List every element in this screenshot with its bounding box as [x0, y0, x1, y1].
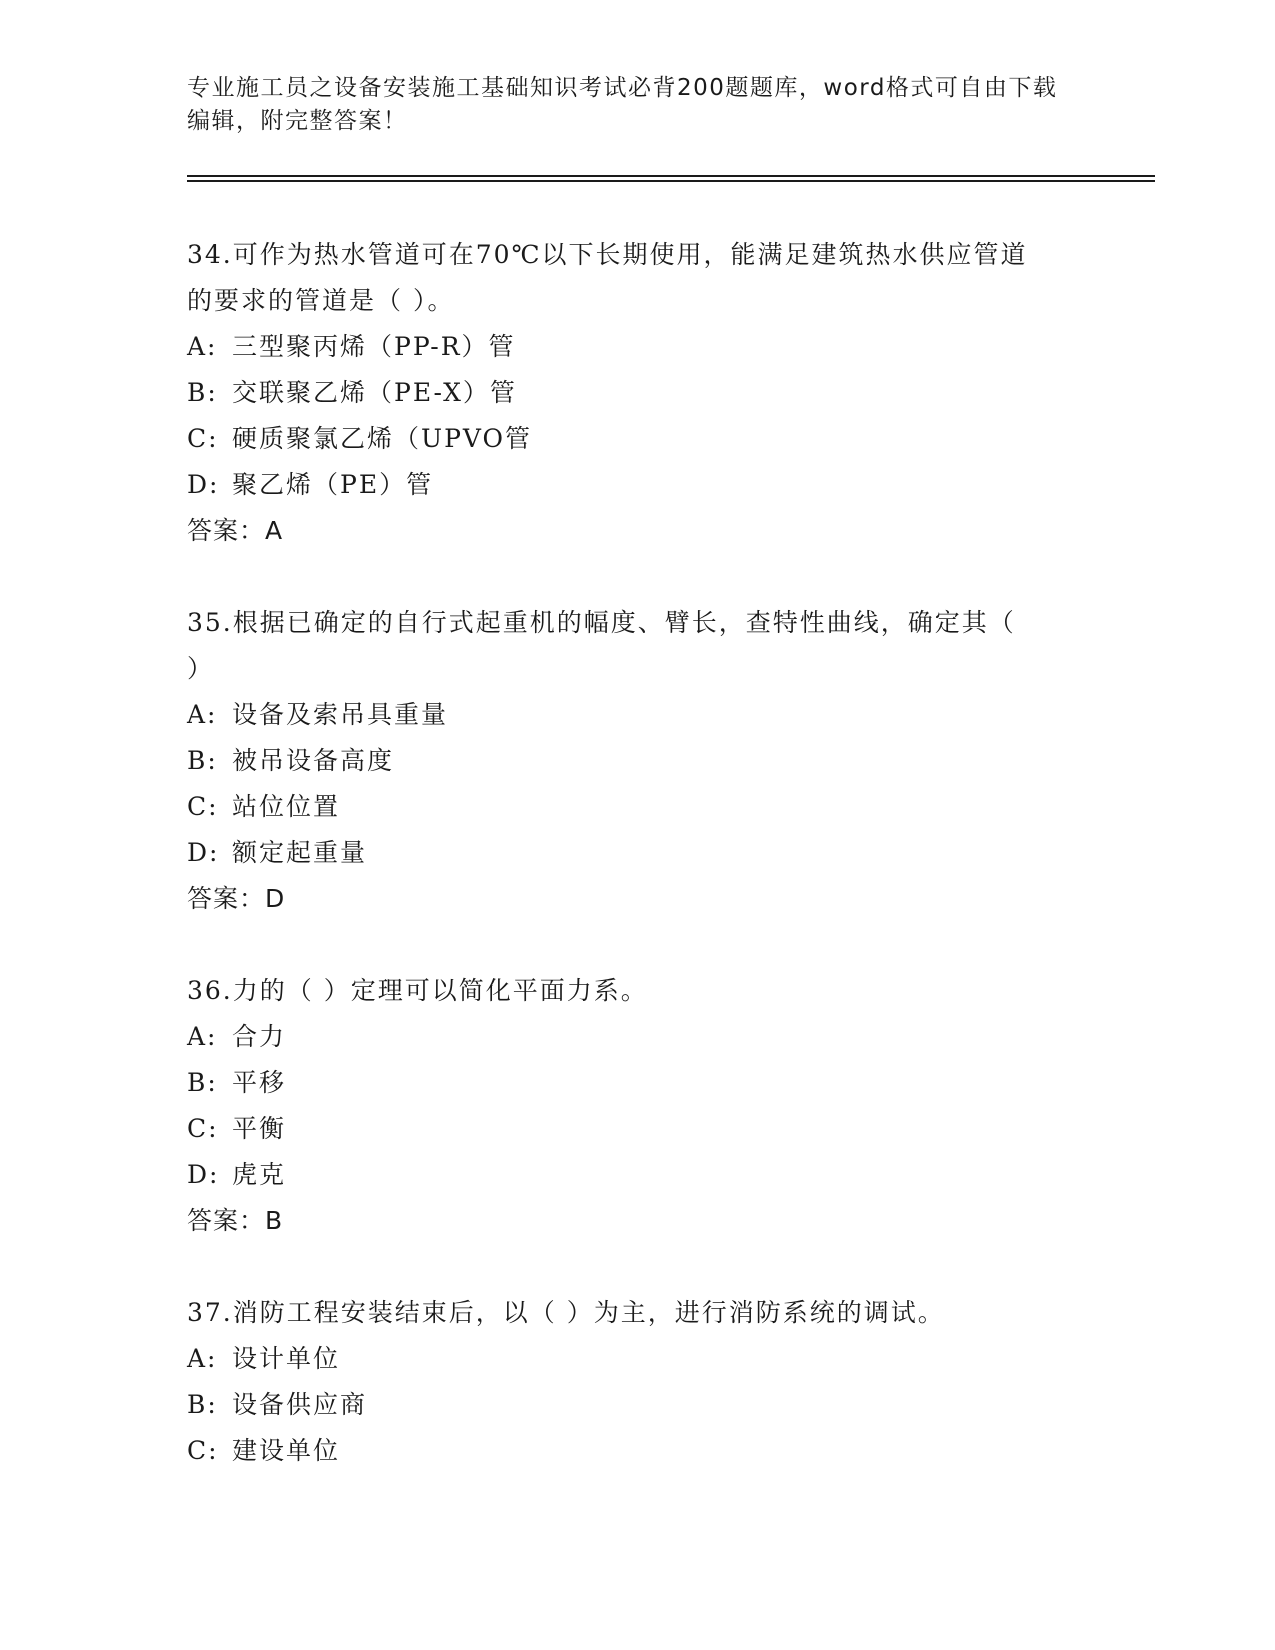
option-b: B: 平移: [187, 1068, 287, 1097]
header-line-2: 编辑，附完整答案！: [187, 108, 408, 134]
question-37: [187, 1290, 1087, 1474]
option-b: B: 被吊设备高度: [187, 746, 395, 775]
question-stem-line: 的要求的管道是（ ）。: [187, 286, 455, 315]
option-c: C: 硬质聚氯乙烯（UPVO管: [187, 424, 533, 453]
header-divider-top: [187, 175, 1155, 177]
option-a: A: 设计单位: [187, 1344, 341, 1373]
header-line-1: 专业施工员之设备安装施工基础知识考试必背200题题库，word格式可自由下载: [187, 75, 1058, 101]
option-d: D: 额定起重量: [187, 838, 368, 867]
option-d: D: 聚乙烯（PE）管: [187, 470, 434, 499]
option-d: D: 虎克: [187, 1160, 287, 1189]
question-stem-line: 34.可作为热水管道可在70℃以下长期使用，能满足建筑热水供应管道: [187, 240, 1028, 269]
option-c: C: 建设单位: [187, 1436, 341, 1465]
option-a: A: 合力: [187, 1022, 287, 1051]
option-b: B: 交联聚乙烯（PE-X）管: [187, 378, 517, 407]
answer: 答案：B: [187, 1206, 284, 1235]
option-c: C: 站位位置: [187, 792, 341, 821]
question-stem-line: 35.根据已确定的自行式起重机的幅度、臂长，查特性曲线，确定其（: [187, 608, 1016, 637]
question-stem-line: 36.力的（ ）定理可以简化平面力系。: [187, 976, 648, 1005]
question-36: [187, 968, 1087, 1244]
option-c: C: 平衡: [187, 1114, 287, 1143]
question-34: [187, 232, 1087, 554]
question-stem-line: 37.消防工程安装结束后，以（ ）为主，进行消防系统的调试。: [187, 1298, 945, 1327]
question-stem-line: ）: [187, 654, 215, 683]
option-a: A: 设备及索吊具重量: [187, 700, 449, 729]
question-35: [187, 600, 1087, 922]
document-header: [187, 72, 1087, 138]
option-a: A: 三型聚丙烯（PP-R）管: [187, 332, 516, 361]
answer: 答案：D: [187, 884, 286, 913]
answer: 答案：A: [187, 516, 284, 545]
option-b: B: 设备供应商: [187, 1390, 368, 1419]
header-divider-bottom: [187, 180, 1155, 182]
